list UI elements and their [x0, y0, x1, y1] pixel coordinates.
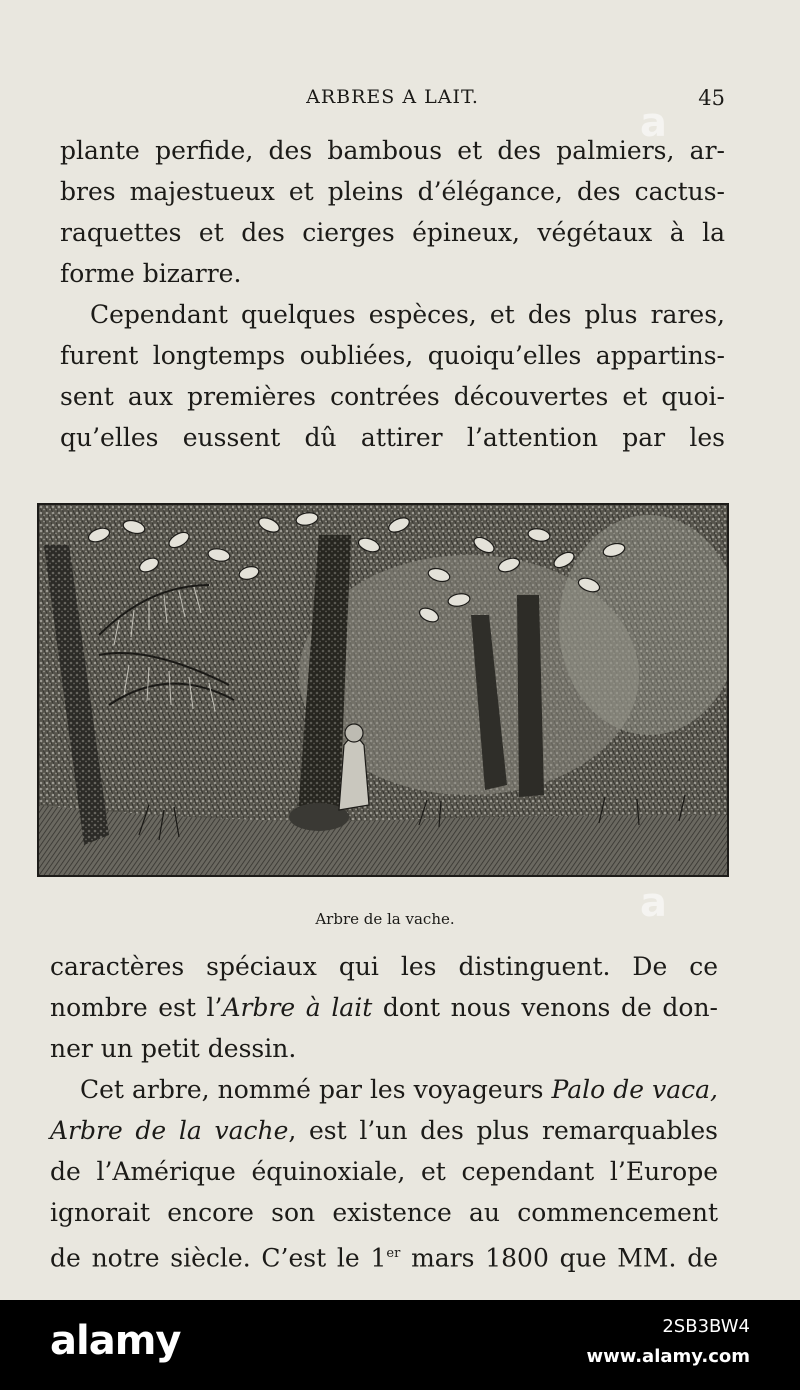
text-line: de l’Amérique équinoxiale, et cependant l’Europe — [50, 1157, 718, 1186]
text-line: bres majestueux et pleins d’élégance, des cactus- — [60, 177, 725, 206]
text-line — [50, 987, 718, 1028]
italic-term: Palo de vaca, — [551, 1075, 718, 1104]
engraving-illustration — [37, 503, 729, 877]
text-line: furent longtemps oubliées, quoiqu’elles appartins- — [60, 341, 725, 370]
text-line — [50, 1069, 718, 1110]
text-span: mars 1800 que MM. de — [400, 1243, 719, 1273]
top-text-block — [60, 130, 725, 458]
text-line: sent aux premières contrées découvertes et quoi- — [60, 382, 725, 411]
bottom-text-block — [50, 946, 718, 1278]
page-number: 45 — [698, 86, 725, 110]
text-line: Cependant quelques espèces, et des plus rares, — [90, 300, 725, 329]
text-span: dont nous venons de don- — [372, 993, 718, 1022]
watermark-overlay: a — [640, 100, 667, 146]
italic-term: Arbre à lait — [222, 993, 373, 1022]
text-line: qu’elles eussent dû attirer l’attention par les — [60, 423, 725, 452]
alamy-logo: alamy — [50, 1318, 181, 1364]
text-line: ignorait encore son existence au commencement — [50, 1198, 718, 1227]
page-header — [60, 86, 725, 120]
watermark-overlay: a — [640, 880, 667, 926]
text-line: raquettes et des cierges épineux, végétaux à la — [60, 218, 725, 247]
text-line: ner un petit dessin. — [50, 1034, 297, 1063]
text-line — [50, 1233, 718, 1278]
watermark-url: www.alamy.com — [586, 1346, 750, 1367]
text-span: de notre siècle. C’est le 1 — [50, 1243, 387, 1273]
text-line: caractères spéciaux qui les distinguent. De ce — [50, 952, 718, 981]
text-span: nombre est l’ — [50, 993, 223, 1022]
text-span: Cet arbre, nommé par les voyageurs — [80, 1075, 552, 1104]
text-line — [50, 1110, 718, 1151]
text-line: forme bizarre. — [60, 259, 242, 288]
watermark-bar — [0, 1300, 800, 1390]
running-title: ARBRES A LAIT. — [306, 86, 479, 108]
text-span: , est l’un des plus remarquables — [288, 1116, 718, 1145]
forest-engraving — [39, 505, 727, 875]
superscript: er — [386, 1246, 401, 1261]
figure-caption: Arbre de la vache. — [315, 910, 455, 928]
text-line: plante perfide, des bambous et des palmiers, ar- — [60, 136, 725, 165]
image-id: 2SB3BW4 — [662, 1316, 750, 1337]
italic-term: Arbre de la vache — [50, 1116, 289, 1145]
